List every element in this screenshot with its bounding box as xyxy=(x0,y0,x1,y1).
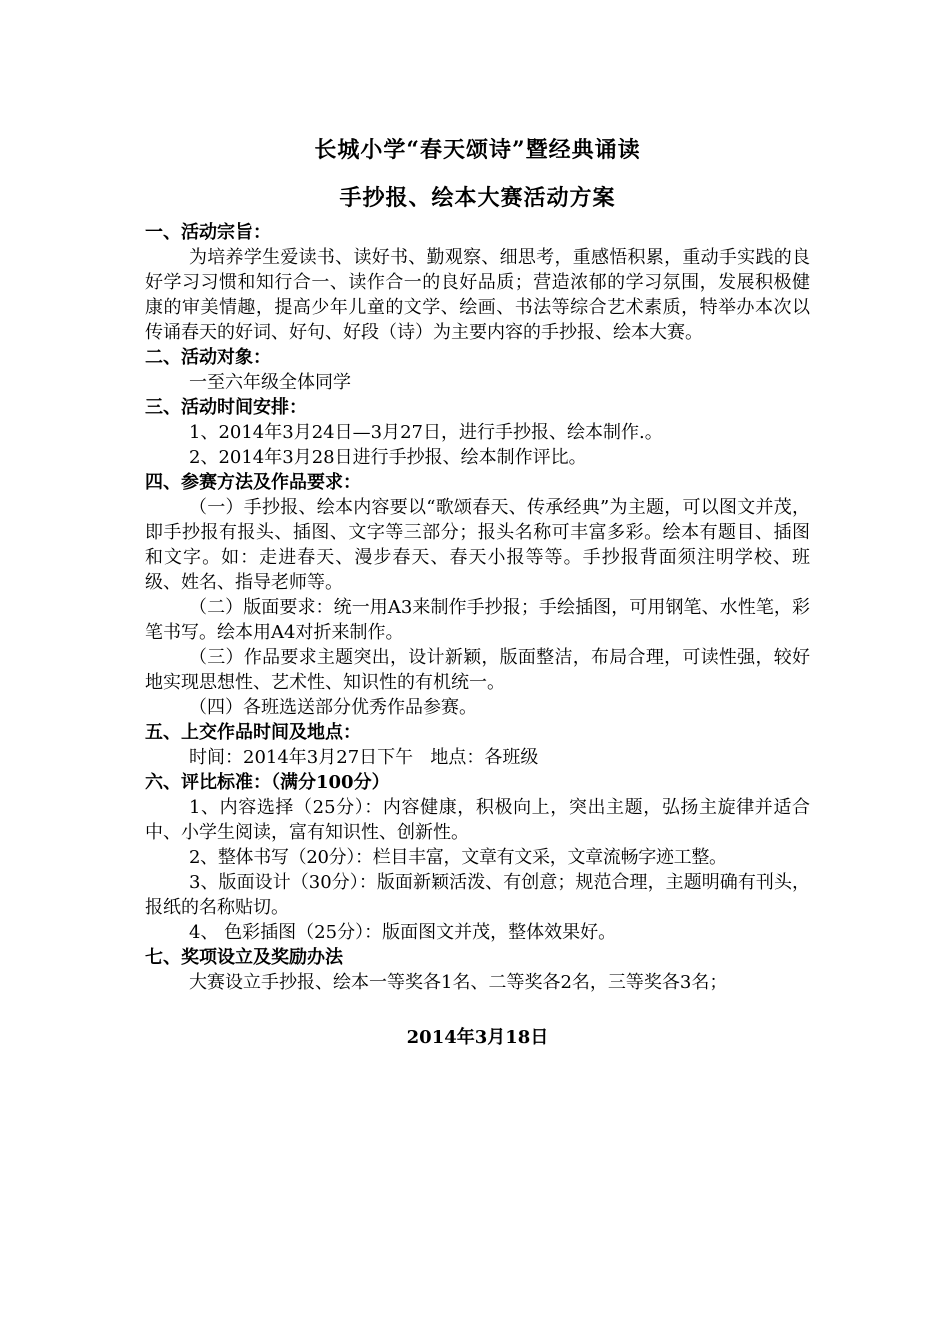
requirement-item-1: （一）手抄报、绘本内容要以“歌颂春天、传承经典”为主题，可以图文并茂，即手抄报有报头、插图、文字等三部分；报头名称可丰富多彩。绘本有题目、插图和文字。如：走进春天、漫步春天、春天小报等等。手抄报背面须注明学校、班级、姓名、指导老师等。 xyxy=(145,497,810,593)
section-criteria-heading: 六、评比标准：（满分100分） xyxy=(145,772,390,793)
requirement-item-3: （三）作品要求主题突出，设计新颖，版面整洁，布局合理，可读性强，较好地实现思想性、艺术性、知识性的有机统一。 xyxy=(145,647,810,693)
section-purpose-heading: 一、活动宗旨： xyxy=(145,222,271,243)
document-body xyxy=(145,136,810,1050)
criteria-item-4: 4、 色彩插图（25分）：版面图文并茂，整体效果好。 xyxy=(189,922,617,943)
schedule-item-1: 1、2014年3月24日—3月27日，进行手抄报、绘本制作.。 xyxy=(189,422,663,443)
section-submission-heading: 五、上交作品时间及地点： xyxy=(145,722,361,743)
document-title-line-2: 手抄报、绘本大赛活动方案 xyxy=(339,185,616,211)
section-participants-heading: 二、活动对象： xyxy=(145,347,271,368)
requirement-item-2: （二）版面要求：统一用A3来制作手抄报；手绘插图，可用钢笔、水性笔，彩笔书写。绘本用A4对折来制作。 xyxy=(145,597,810,643)
section-awards-heading: 七、奖项设立及奖励办法 xyxy=(145,947,343,968)
section-submission-text: 时间：2014年3月27日下午 地点：各班级 xyxy=(189,747,539,768)
schedule-item-2: 2、2014年3月28日进行手抄报、绘本制作评比。 xyxy=(189,447,587,468)
criteria-item-1: 1、内容选择（25分）：内容健康，积极向上，突出主题，弘扬主旋律并适合中、小学生阅读，富有知识性、创新性。 xyxy=(145,797,810,843)
document-date: 2014年3月18日 xyxy=(406,1027,549,1048)
section-participants-text: 一至六年级全体同学 xyxy=(189,372,351,393)
requirement-item-4: （四）各班选送部分优秀作品参赛。 xyxy=(189,697,477,718)
section-schedule-heading: 三、活动时间安排： xyxy=(145,397,307,418)
section-purpose-text: 为培养学生爱读书、读好书、勤观察、细思考，重感悟积累，重动手实践的良好学习习惯和知行合一、读作合一的良好品质；营造浓郁的学习氛围，发展积极健康的审美情趣，提高少年儿童的文学、绘画、书法等综合艺术素质，特举办本次以传诵春天的好词、好句、好段（诗）为主要内容的手抄报、绘本大赛。 xyxy=(145,247,810,343)
document-title-line-1: 长城小学“春天颂诗”暨经典诵读 xyxy=(314,137,641,163)
criteria-item-3: 3、版面设计（30分）：版面新颖活泼、有创意；规范合理，主题明确有刊头，报纸的名称贴切。 xyxy=(145,872,810,918)
section-requirements-heading: 四、参赛方法及作品要求： xyxy=(145,472,361,493)
criteria-item-2: 2、整体书写（20分）：栏目丰富，文章有文采，文章流畅字迹工整。 xyxy=(189,847,727,868)
section-awards-text: 大赛设立手抄报、绘本一等奖各1名、二等奖各2名，三等奖各3名； xyxy=(189,972,728,993)
